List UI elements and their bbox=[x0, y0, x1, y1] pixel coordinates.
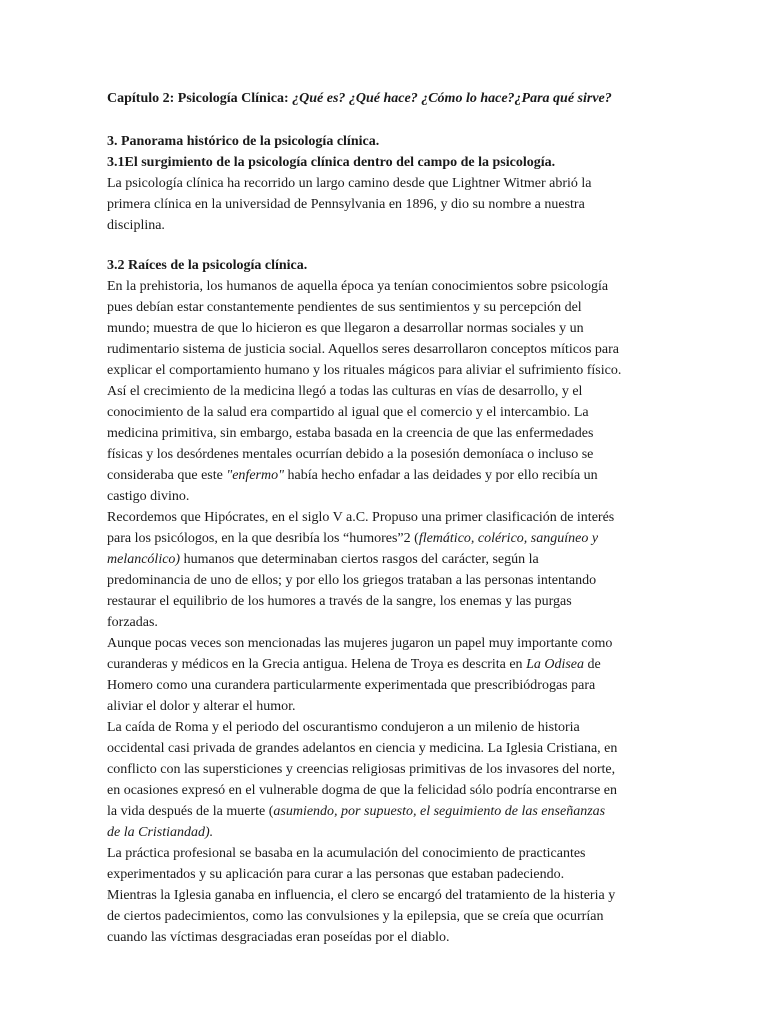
text-line: La psicología clínica ha recorrido un largo camino desde que Lightner Witmer abrió la bbox=[107, 176, 592, 191]
text-line: primera clínica en la universidad de Pennsylvania en 1896, y dio su nombre a nuestra bbox=[107, 197, 585, 212]
text-line: Recordemos que Hipócrates, en el siglo V a.C. Propuso una primer clasificación de interés bbox=[107, 510, 615, 525]
text-line: rudimentario sistema de justicia social. Aquellos seres desarrollaron conceptos míticos para bbox=[107, 342, 620, 357]
text-line bbox=[107, 465, 687, 486]
text-line bbox=[107, 801, 687, 822]
chapter-title bbox=[107, 91, 747, 107]
text-line: aliviar el dolor y alterar el humor. bbox=[107, 699, 296, 714]
text-line: Así el crecimiento de la medicina llegó a todas las culturas en vías de desarrollo, y el bbox=[107, 384, 583, 399]
text-line: Mientras la Iglesia ganaba en influencia, el clero se encargó del tratamiento de la histeria y bbox=[107, 888, 616, 903]
text-line: de ciertos padecimientos, como las convulsiones y la epilepsia, que se creía que ocurrían bbox=[107, 909, 604, 924]
text-line: restaurar el equilibrio de los humores a través de la sangre, los enemas y las purgas bbox=[107, 594, 572, 609]
section-3-2-body bbox=[107, 276, 687, 948]
text-line bbox=[107, 822, 687, 843]
text-line: disciplina. bbox=[107, 218, 165, 233]
text-line: mundo; muestra de que lo hicieron es que llegaron a desarrollar normas sociales y un bbox=[107, 321, 584, 336]
section-3-heading: 3. Panorama histórico de la psicología clínica. bbox=[107, 134, 380, 149]
italic-text-run: "enfermo" bbox=[226, 468, 284, 483]
italic-text-run: melancólico) bbox=[107, 552, 181, 567]
text-line bbox=[107, 528, 687, 549]
text-line: Homero como una curandera particularmente experimentada que prescribiódrogas para bbox=[107, 678, 596, 693]
section-3-1-paragraph bbox=[107, 173, 687, 236]
text-line: La caída de Roma y el periodo del oscurantismo condujeron a un milenio de historia bbox=[107, 720, 580, 735]
italic-text-run: flemático, colérico, sanguíneo y bbox=[418, 531, 599, 546]
text-line: castigo divino. bbox=[107, 489, 190, 504]
text-line: Aunque pocas veces son mencionadas las mujeres jugaron un papel muy importante como bbox=[107, 636, 613, 651]
text-line: pues debían estar constantemente pendientes de sus sentimientos y su percepción del bbox=[107, 300, 582, 315]
text-line: En la prehistoria, los humanos de aquella época ya tenían conocimientos sobre psicología bbox=[107, 279, 609, 294]
text-run: de bbox=[584, 657, 601, 672]
text-line: experimentados y su aplicación para curar a las personas que estaban padeciendo. bbox=[107, 867, 565, 882]
text-line: occidental casi privada de grandes adelantos en ciencia y medicina. La Iglesia Cristiana, en bbox=[107, 741, 618, 756]
text-run: había hecho enfadar a las deidades y por ello recibía un bbox=[283, 468, 598, 483]
text-line: La práctica profesional se basaba en la acumulación del conocimiento de practicantes bbox=[107, 846, 586, 861]
text-line: cuando las víctimas desgraciadas eran poseídas por el diablo. bbox=[107, 930, 450, 945]
text-run: para los psicólogos, en la que desribía los “humores”2 ( bbox=[107, 531, 419, 546]
italic-text-run: asumiendo, por supuesto, el seguimiento de las enseñanzas bbox=[273, 804, 606, 819]
text-run: curanderas y médicos en la Grecia antigua. Helena de Troya es descrita en bbox=[107, 657, 527, 672]
text-line: físicas y los desórdenes mentales ocurrían debido a la posesión demoníaca o incluso se bbox=[107, 447, 594, 462]
text-line: en ocasiones expresó en el vulnerable dogma de que la felicidad sólo podría encontrarse en bbox=[107, 783, 618, 798]
text-run: consideraba que este bbox=[107, 468, 227, 483]
text-run: humanos que determinaban ciertos rasgos del carácter, según la bbox=[180, 552, 539, 567]
text-line: predominancia de uno de ellos; y por ello los griegos trataban a las personas intentando bbox=[107, 573, 597, 588]
text-line: medicina primitiva, sin embargo, estaba basada en la creencia de que las enfermedades bbox=[107, 426, 594, 441]
italic-text-run: La Odisea bbox=[526, 657, 585, 672]
section-3-1-heading: 3.1El surgimiento de la psicología clínica dentro del campo de la psicología. bbox=[107, 155, 556, 170]
text-line: forzadas. bbox=[107, 615, 158, 630]
text-line: explicar el comportamiento humano y los rituales mágicos para aliviar el sufrimiento físico. bbox=[107, 363, 622, 378]
text-line: conocimiento de la salud era compartido al igual que el comercio y el intercambio. La bbox=[107, 405, 589, 420]
text-line bbox=[107, 549, 687, 570]
section-3-2-heading: 3.2 Raíces de la psicología clínica. bbox=[107, 258, 308, 273]
text-run: la vida después de la muerte ( bbox=[107, 804, 274, 819]
text-line bbox=[107, 654, 687, 675]
italic-text-run: de la Cristiandad). bbox=[107, 825, 214, 840]
chapter-label: Capítulo 2: Psicología Clínica: bbox=[107, 91, 293, 106]
text-line: conflicto con las supersticiones y creencias religiosas primitivas de los invasores del norte, bbox=[107, 762, 616, 777]
chapter-questions: ¿Qué es? ¿Qué hace? ¿Cómo lo hace?¿Para qué sirve? bbox=[292, 91, 612, 106]
